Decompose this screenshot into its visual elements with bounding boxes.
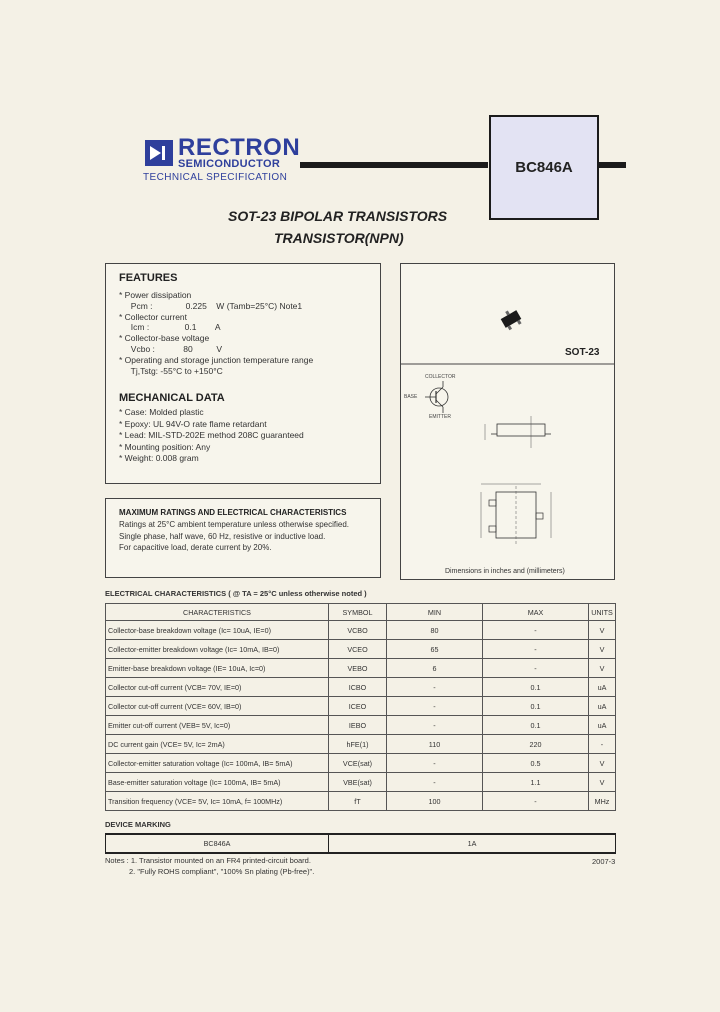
ratings-line: Ratings at 25°C ambient temperature unless otherwise specified. — [119, 520, 349, 529]
device-marking-table — [105, 833, 616, 854]
characteristic-cell: Collector-emitter breakdown voltage (Ic= 10mA, IB=0) — [106, 640, 329, 659]
max-cell: 1.1 — [483, 773, 589, 792]
note-1: Notes : 1. Transistor mounted on an FR4 printed-circuit board. — [105, 856, 311, 865]
column-header: SYMBOL — [329, 604, 387, 621]
characteristic-cell: Base-emitter saturation voltage (Ic= 100mA, IB= 5mA) — [106, 773, 329, 792]
units-cell: MHz — [589, 792, 616, 811]
table-row — [106, 754, 616, 773]
max-cell: - — [483, 659, 589, 678]
feature-line: Pcm : 0.225 W (Tamb=25°C) Note1 — [119, 300, 303, 311]
table-row — [106, 834, 616, 853]
package-panel — [400, 263, 615, 580]
max-cell: 0.1 — [483, 678, 589, 697]
characteristic-cell: Collector-base breakdown voltage (Ic= 10uA, IE=0) — [106, 621, 329, 640]
ratings-title: MAXIMUM RATINGS AND ELECTRICAL CHARACTERISTICS — [119, 508, 347, 517]
min-cell: 65 — [387, 640, 483, 659]
min-cell: - — [387, 754, 483, 773]
document-subtitle: TRANSISTOR(NPN) — [274, 230, 404, 246]
document-date: 2007-3 — [592, 857, 616, 866]
mechanical-line: * Lead: MIL-STD-202E method 208C guaranteed — [119, 430, 304, 441]
collector-pin-label: COLLECTOR — [425, 374, 456, 380]
table-header-row — [106, 604, 616, 621]
feature-line: Vcbo : 80 V — [119, 343, 222, 354]
characteristic-cell: Collector cut-off current (VCE= 60V, IB=0) — [106, 697, 329, 716]
symbol-cell: VBE(sat) — [329, 773, 387, 792]
units-cell: V — [589, 659, 616, 678]
table-row — [106, 697, 616, 716]
min-cell: - — [387, 716, 483, 735]
marking-code-cell: 1A — [329, 834, 616, 853]
table-row — [106, 735, 616, 754]
min-cell: 100 — [387, 792, 483, 811]
units-cell: uA — [589, 697, 616, 716]
feature-line: * Power dissipation — [119, 290, 192, 300]
max-cell: - — [483, 792, 589, 811]
units-cell: V — [589, 754, 616, 773]
units-cell: uA — [589, 678, 616, 697]
max-cell: - — [483, 621, 589, 640]
symbol-cell: VCE(sat) — [329, 754, 387, 773]
column-header: MAX — [483, 604, 589, 621]
electrical-characteristics-table — [105, 603, 616, 811]
base-pin-label: BASE — [404, 394, 418, 400]
document-title: SOT-23 BIPOLAR TRANSISTORS — [228, 208, 448, 224]
max-cell: 0.1 — [483, 697, 589, 716]
column-header: UNITS — [589, 604, 616, 621]
max-cell: 0.1 — [483, 716, 589, 735]
mechanical-data-title: MECHANICAL DATA — [119, 392, 225, 404]
marking-part-cell: BC846A — [106, 834, 329, 853]
mechanical-line: * Case: Molded plastic — [119, 407, 204, 417]
header-divider-right — [598, 162, 626, 168]
ratings-panel — [105, 498, 381, 578]
column-header: CHARACTERISTICS — [106, 604, 329, 621]
table-row — [106, 773, 616, 792]
ratings-line: Single phase, half wave, 60 Hz, resistive or inductive load. — [119, 531, 326, 541]
package-drawing — [401, 264, 614, 579]
table-row — [106, 792, 616, 811]
package-name: SOT-23 — [565, 347, 600, 358]
characteristic-cell: Collector-emitter saturation voltage (Ic= 100mA, IB= 5mA) — [106, 754, 329, 773]
ratings-line: For capacitive load, derate current by 20%. — [119, 543, 272, 552]
table-row — [106, 678, 616, 697]
feature-line: * Collector-base voltage — [119, 333, 210, 344]
rectron-logo — [145, 140, 173, 166]
feature-line: * Collector current — [119, 311, 188, 322]
emitter-pin-label: EMITTER — [429, 414, 451, 420]
min-cell: 80 — [387, 621, 483, 640]
device-marking-title: DEVICE MARKING — [105, 820, 171, 829]
table-row — [106, 640, 616, 659]
ec-title: ELECTRICAL CHARACTERISTICS ( @ TA = 25°C unless otherwise noted ) — [105, 589, 367, 598]
units-cell: V — [589, 621, 616, 640]
max-cell: - — [483, 640, 589, 659]
symbol-cell: ICBO — [329, 678, 387, 697]
feature-line: * Operating and storage junction temperature range — [119, 354, 314, 365]
characteristic-cell: Collector cut-off current (VCB= 70V, IE=0) — [106, 678, 329, 697]
technical-specification-label: TECHNICAL SPECIFICATION — [143, 172, 288, 183]
features-title: FEATURES — [119, 272, 178, 284]
characteristic-cell: Transition frequency (VCE= 5V, Ic= 10mA, f= 100MHz) — [106, 792, 329, 811]
dimensions-note: Dimensions in inches and (millimeters) — [445, 568, 565, 575]
min-cell: - — [387, 773, 483, 792]
part-number-box — [489, 115, 599, 220]
symbol-cell: VCEO — [329, 640, 387, 659]
max-cell: 0.5 — [483, 754, 589, 773]
characteristic-cell: DC current gain (VCE= 5V, Ic= 2mA) — [106, 735, 329, 754]
feature-line: Icm : 0.1 A — [119, 322, 221, 333]
symbol-cell: ICEO — [329, 697, 387, 716]
units-cell: uA — [589, 716, 616, 735]
brand-name: RECTRON — [178, 134, 301, 161]
table-row — [106, 716, 616, 735]
characteristic-cell: Emitter cut-off current (VEB= 5V, Ic=0) — [106, 716, 329, 735]
max-cell: 220 — [483, 735, 589, 754]
mechanical-line: * Mounting position: Any — [119, 441, 211, 452]
features-panel — [105, 263, 381, 484]
table-row — [106, 659, 616, 678]
header-divider-left — [300, 162, 488, 168]
min-cell: 110 — [387, 735, 483, 754]
note-2: 2. "Fully ROHS compliant", "100% Sn plating (Pb-free)". — [129, 867, 315, 876]
min-cell: - — [387, 678, 483, 697]
symbol-cell: fT — [329, 792, 387, 811]
mechanical-line: * Epoxy: UL 94V-O rate flame retardant — [119, 418, 267, 429]
symbol-cell: hFE(1) — [329, 735, 387, 754]
symbol-cell: IEBO — [329, 716, 387, 735]
symbol-cell: VEBO — [329, 659, 387, 678]
feature-line: Tj,Tstg: -55°C to +150°C — [119, 365, 223, 376]
brand-subtitle: SEMICONDUCTOR — [178, 158, 281, 170]
units-cell: V — [589, 640, 616, 659]
min-cell: 6 — [387, 659, 483, 678]
column-header: MIN — [387, 604, 483, 621]
table-row — [106, 621, 616, 640]
characteristic-cell: Emitter-base breakdown voltage (IE= 10uA, Ic=0) — [106, 659, 329, 678]
min-cell: - — [387, 697, 483, 716]
mechanical-line: * Weight: 0.008 gram — [119, 453, 199, 464]
part-number: BC846A — [515, 159, 573, 176]
units-cell: V — [589, 773, 616, 792]
symbol-cell: VCBO — [329, 621, 387, 640]
units-cell: - — [589, 735, 616, 754]
